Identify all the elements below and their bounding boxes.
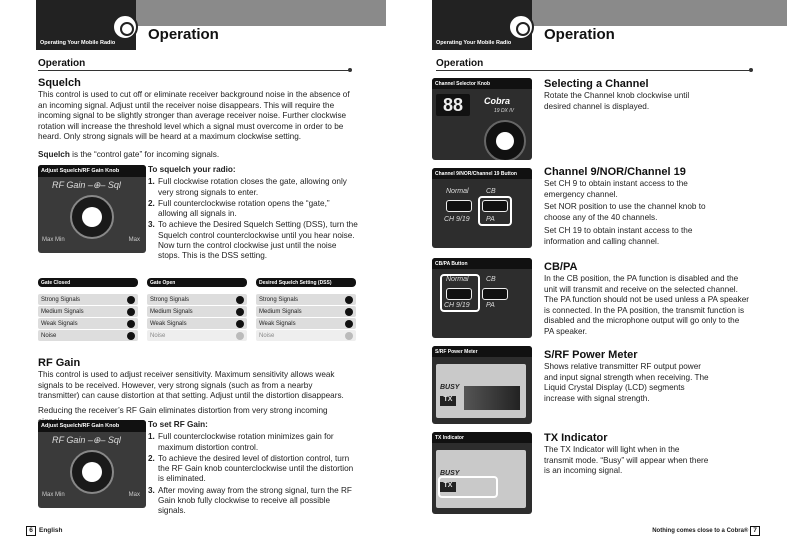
rfgain-heading: RF Gain (38, 357, 81, 369)
right-page (396, 0, 793, 555)
knob-dial-icon (70, 450, 114, 494)
section-title: Operation (436, 58, 484, 69)
squelch-steps: To squelch your radio: 1. Full clockwise rotation closes the gate, allowing only very strong signals to enter. 2. Full counterclockwise rotation opens the “gate,” allowing all signals in. 3. To achieve the Desired Squelch Setting (DSS), turn the Squelch control counterclockwise until you hear noise. Now turn the control clockwise just until the noise stops. This is the DSS setting. (148, 165, 358, 261)
page-footer: Nothing comes close to a Cobra® 7 (652, 526, 763, 536)
header-subtitle: Operating Your Mobile Radio (40, 40, 116, 46)
item-heading: Selecting a Channel (544, 78, 649, 90)
section-title: Operation (38, 58, 86, 69)
item-heading: S/RF Power Meter (544, 349, 638, 361)
highlight-arrow-icon (440, 274, 480, 312)
cbpa-button-photo: CB/PA Button Normal CB CH 9/19 PA (432, 258, 532, 338)
cobra-logo-icon (508, 14, 534, 40)
page-header (432, 0, 787, 50)
item-text: In the CB position, the PA function is disabled and the unit will transmit and receive on the selected channel. The PA function should not be used unless a PA speaker is connected. In the PA position, the transmit function is disabled and the microphone output will go only to the PA speaker. (544, 274, 749, 336)
tx-indicator-photo: TX Indicator BUSY TX (432, 432, 532, 514)
gate-dss-chart: Desired Squelch Setting (DSS) Strong Signals Medium Signals Weak Signals Noise (256, 278, 356, 342)
header-title: Operation (544, 26, 615, 43)
item-text: Set CH 9 to obtain instant access to the emergency channel. (544, 179, 688, 199)
ch9-button-photo: Channel 9/NOR/Channel 19 Button Normal CB CH 9/19 PA (432, 168, 532, 248)
item-heading: TX Indicator (544, 432, 608, 444)
highlight-arrow-icon (478, 196, 512, 226)
gate-open-chart: Gate Open Strong Signals Medium Signals Weak Signals Noise (147, 278, 247, 342)
section-rule (436, 70, 751, 71)
rfgain-knob-image: Adjust Squelch/RF Gain Knob RF Gain –⊕– Sql Max Min Max (38, 420, 146, 508)
item-heading: CB/PA (544, 261, 578, 273)
squelch-knob-image: Adjust Squelch/RF Gain Knob RF Gain –⊕– Sql Max Min Max (38, 165, 146, 253)
cobra-logo-icon (112, 14, 138, 40)
item-text: Set CH 19 to obtain instant access to the information and calling channel. (544, 226, 693, 246)
header-title: Operation (148, 26, 219, 43)
squelch-heading: Squelch (38, 77, 81, 89)
knob-dial-icon (70, 195, 114, 239)
rfgain-steps: To set RF Gain: 1. Full counterclockwise rotation minimizes gain for maximum distortion control. 2. To achieve the desired level of distortion control, turn the RF Gain knob counterclockwise until the distortion is eliminated. 3. After moving away from the strong signal, turn the RF Gain knob fully clockwise to receive all possible signals. (148, 420, 354, 516)
item-text: Set NOR position to use the channel knob to choose any of the 40 channels. (544, 202, 706, 222)
squelch-paragraph: This control is used to cut off or eliminate receiver background noise in the absence of an incoming signal. Adjust until the receiver noise disappears. This will require the incoming signal to be slightly stronger than average receiver noise. Further clockwise rotation will increase the threshold level which a signal must overcome in order to be heard. Only strong signals will be heard at a maximum clockwise setting. (38, 90, 350, 141)
rfgain-paragraph: This control is used to adjust receiver sensitivity. Maximum sensitivity allows weak signals to be received. However, very strong signals (such as from a nearby transmitter) can cause distortion at that setting. Adjust until the distortion disappears. (38, 370, 344, 400)
item-text: The TX Indicator will light when in the transmit mode. “Busy” will appear when there is an incoming signal. (544, 445, 709, 475)
header-subtitle: Operating Your Mobile Radio (436, 40, 512, 46)
squelch-note: Squelch is the “control gate” for incoming signals. (38, 150, 220, 159)
page-header (36, 0, 386, 50)
item-text: Rotate the Channel knob clockwise until desired channel is displayed. (544, 91, 690, 111)
highlight-arrow-icon (438, 476, 498, 498)
rfgain-note: Reducing the receiver’s RF Gain eliminates distortion from very strong incoming (38, 406, 328, 415)
meter-photo: S/RF Power Meter BUSY TX (432, 346, 532, 424)
gate-closed-chart: Gate Closed Strong Signals Medium Signals Weak Signals Noise (38, 278, 138, 342)
left-page (0, 0, 385, 555)
item-heading: Channel 9/NOR/Channel 19 (544, 166, 686, 178)
meter-bars-icon (464, 386, 520, 410)
section-rule (38, 70, 350, 71)
channel-knob-photo: Channel Selector Knob 88 Cobra 19 DX IV (432, 78, 532, 160)
item-text: Shows relative transmitter RF output power and input signal strength when receiving. The Liquid Crystal Display (LCD) segments increase with signal strength. (544, 362, 709, 403)
page-footer: 6 English (26, 526, 62, 536)
